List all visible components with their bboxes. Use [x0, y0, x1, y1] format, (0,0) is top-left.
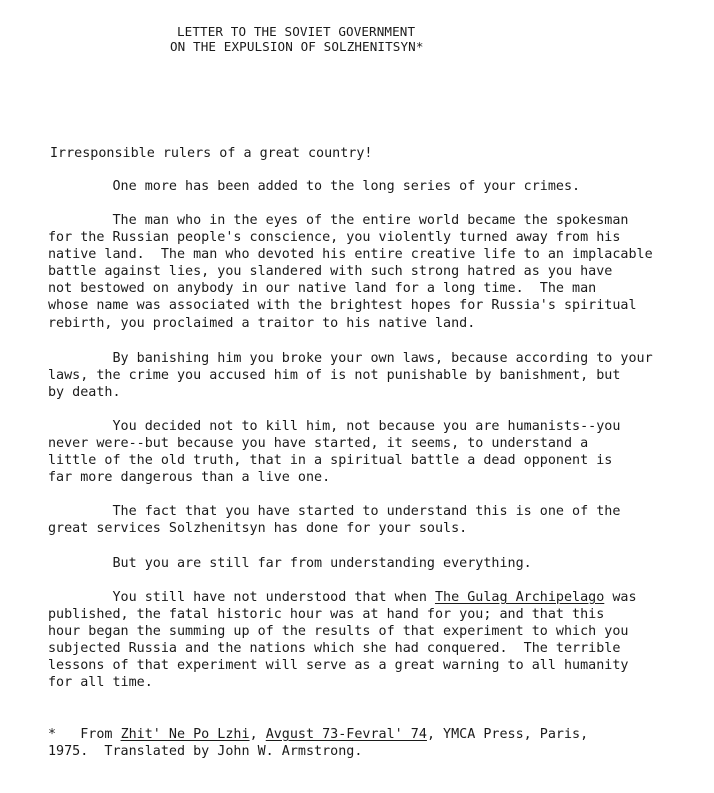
paragraph-5: The fact that you have started to understand this is one of the great services Solzhenitsyn has done for your souls.: [48, 504, 621, 537]
footnote-gap: [56, 727, 80, 742]
title-line-1: LETTER TO THE SOVIET GOVERNMENT: [177, 24, 416, 39]
paragraph-3: By banishing him you broke your own laws, because according to your laws, the crime you accused him of is not punishable by banishment, but by death.: [48, 351, 653, 401]
footnote-marker: *: [48, 727, 57, 742]
footnote-source-title-1: Zhit' Ne Po Lzhi: [120, 727, 250, 742]
footnote-comma: ,: [249, 727, 266, 742]
paragraph-7-start: You still have not understood that when: [48, 590, 435, 605]
footnote-source-title-2: Avgust 73-Fevral' 74: [265, 727, 427, 742]
book-title-gulag: The Gulag Archipelago: [434, 590, 605, 605]
paragraph-2: The man who in the eyes of the entire world became the spokesman for the Russian people's conscience, you violently turned away from his native land. The man who devoted his entire creative life to an implacable battle against lies, you slandered with such strong hatred as you have not bestowed on anybody in our native land for a long time. The man whose name was associated with the brightest hopes for Russia's spiritual rebirth, you proclaimed a traitor to his native land.: [48, 213, 653, 331]
salutation: Irresponsible rulers of a great country!: [50, 146, 373, 161]
footnote-line-2: 1975. Translated by John W. Armstrong.: [48, 744, 363, 760]
paragraph-4: You decided not to kill him, not because you are humanists--you never were--but because you have started, it seems, to understand a little of the old truth, that in a spiritual battle a dead opponent is far more dangerous than a live one.: [48, 419, 621, 486]
paragraph-7-rest: was published, the fatal historic hour was at hand for you; and that this hour began the summing up of the results of that experiment to which you subjected Russia and the nations which she had conquered. The terrible lessons of that experiment will serve as a great warning to all humanity for all time.: [48, 590, 637, 691]
paragraph-1: One more has been added to the long series of your crimes.: [48, 179, 581, 194]
footnote-from: From: [80, 727, 121, 742]
title-line-2: ON THE EXPULSION OF SOLZHENITSYN*: [170, 39, 424, 54]
letter-title: [150, 24, 424, 54]
paragraph-6: But you are still far from understanding everything.: [48, 556, 532, 571]
footnote-publisher: , YMCA Press, Paris,: [426, 727, 589, 742]
footnote: [48, 726, 708, 760]
paragraph-7: [48, 589, 708, 692]
